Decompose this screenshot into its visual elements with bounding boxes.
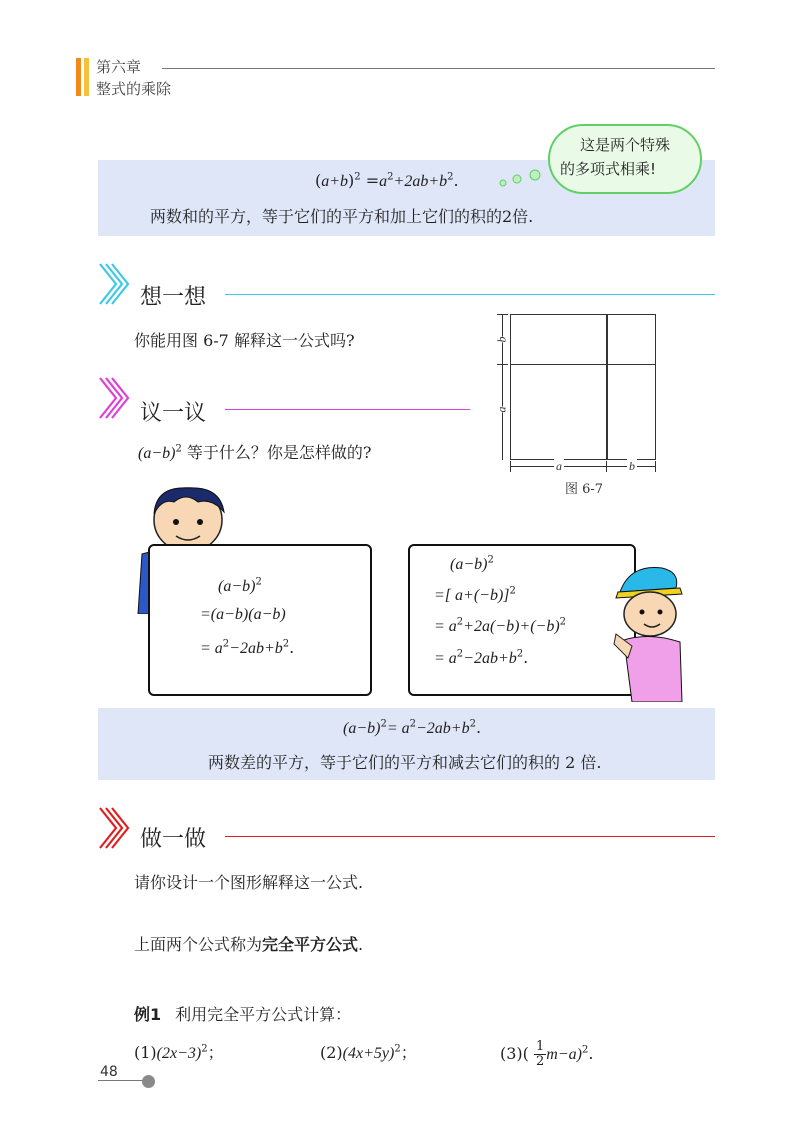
- chapter-label: 第六章: [96, 58, 142, 76]
- right-board-line-4: = $a^2-2ab+b^2$.: [434, 648, 529, 667]
- bubble-line-2: 的多项式相乘!: [560, 160, 657, 178]
- header-bar-orange: [76, 58, 81, 96]
- discuss-title: 议一议: [140, 401, 207, 426]
- label-a-horizontal: a: [556, 459, 562, 473]
- square-diagram: [510, 314, 656, 460]
- fraction-one-half: $\frac{1}{2}$: [536, 1039, 545, 1069]
- horizontal-dimension-tick-right: [655, 461, 656, 472]
- do-title: 做一做: [140, 827, 207, 852]
- discuss-rule: [225, 409, 470, 410]
- formula-difference-description: 两数差的平方，等于它们的平方和减去它们的积的 2 倍.: [208, 753, 602, 772]
- figure-caption: 图 6-7: [565, 482, 604, 497]
- example-item-3: (3)( $\frac{1}{2}$ m−a)$^2$.: [500, 1039, 594, 1069]
- think-question: 你能用图 6-7 解释这一公式吗?: [134, 331, 355, 350]
- label-b-horizontal: b: [629, 459, 635, 473]
- formula-sum-square: $(a+b)^2 =a^2+2ab+b^2$.: [315, 171, 459, 190]
- do-rule: [225, 836, 715, 837]
- header-bar-yellow: [84, 58, 89, 96]
- vertical-dimension-tick-mid: [497, 364, 508, 365]
- formula-sum-description: 两数和的平方，等于它们的平方和加上它们的积的2倍.: [150, 207, 534, 226]
- do-instruction: 请你设计一个图形解释这一公式.: [134, 873, 364, 892]
- summary-text: 上面两个公式称为完全平方公式.: [134, 935, 364, 954]
- square-diagram-horizontal-divider: [510, 364, 656, 365]
- right-board-line-3: = $a^2+2a(-b)+(-b)^2$: [434, 616, 567, 635]
- square-diagram-vertical-divider: [606, 314, 608, 460]
- example-heading: 例1 利用完全平方公式计算：: [134, 1005, 352, 1024]
- boy-right-illustration: [610, 562, 688, 702]
- vertical-dimension-tick-top: [497, 314, 508, 315]
- left-board-line-3: = $a^2-2ab+b^2$.: [200, 638, 295, 657]
- page-dot: [142, 1075, 155, 1088]
- example-item-2: $(2)(4x+5y)^2$；: [320, 1043, 417, 1062]
- formula-difference-square: $(a-b)^2= a^2-2ab+b^2$.: [343, 718, 482, 737]
- label-a-vertical: a: [494, 406, 509, 413]
- chapter-title: 整式的乘除: [96, 80, 172, 98]
- right-board-line-1: $(a-b)^2$: [450, 554, 494, 573]
- think-title: 想一想: [140, 285, 207, 310]
- footer-rule: [98, 1080, 146, 1081]
- do-chevron-icon: [98, 806, 134, 850]
- label-b-vertical: b: [494, 336, 509, 343]
- horizontal-dimension-tick-left: [510, 461, 511, 472]
- think-chevron-icon: [98, 262, 134, 306]
- left-board-line-2: =(a−b)(a−b): [200, 606, 286, 623]
- page-number: 48: [100, 1064, 118, 1080]
- example-item-1: $(1)(2x-3)^2$；: [134, 1043, 224, 1062]
- bubble-tail-dots: [495, 165, 555, 189]
- discuss-chevron-icon: [98, 376, 134, 420]
- think-rule: [225, 294, 715, 295]
- left-board-line-1: $(a-b)^2$: [218, 576, 262, 595]
- discuss-question: $(a-b)^2$ 等于什么？你是怎样做的?: [138, 443, 372, 462]
- right-board-line-2: =[ a+(−b)]$^2$: [434, 585, 516, 604]
- bubble-line-1: 这是两个特殊: [580, 136, 671, 154]
- horizontal-dimension-tick-mid: [606, 461, 607, 472]
- header-rule: [162, 68, 715, 69]
